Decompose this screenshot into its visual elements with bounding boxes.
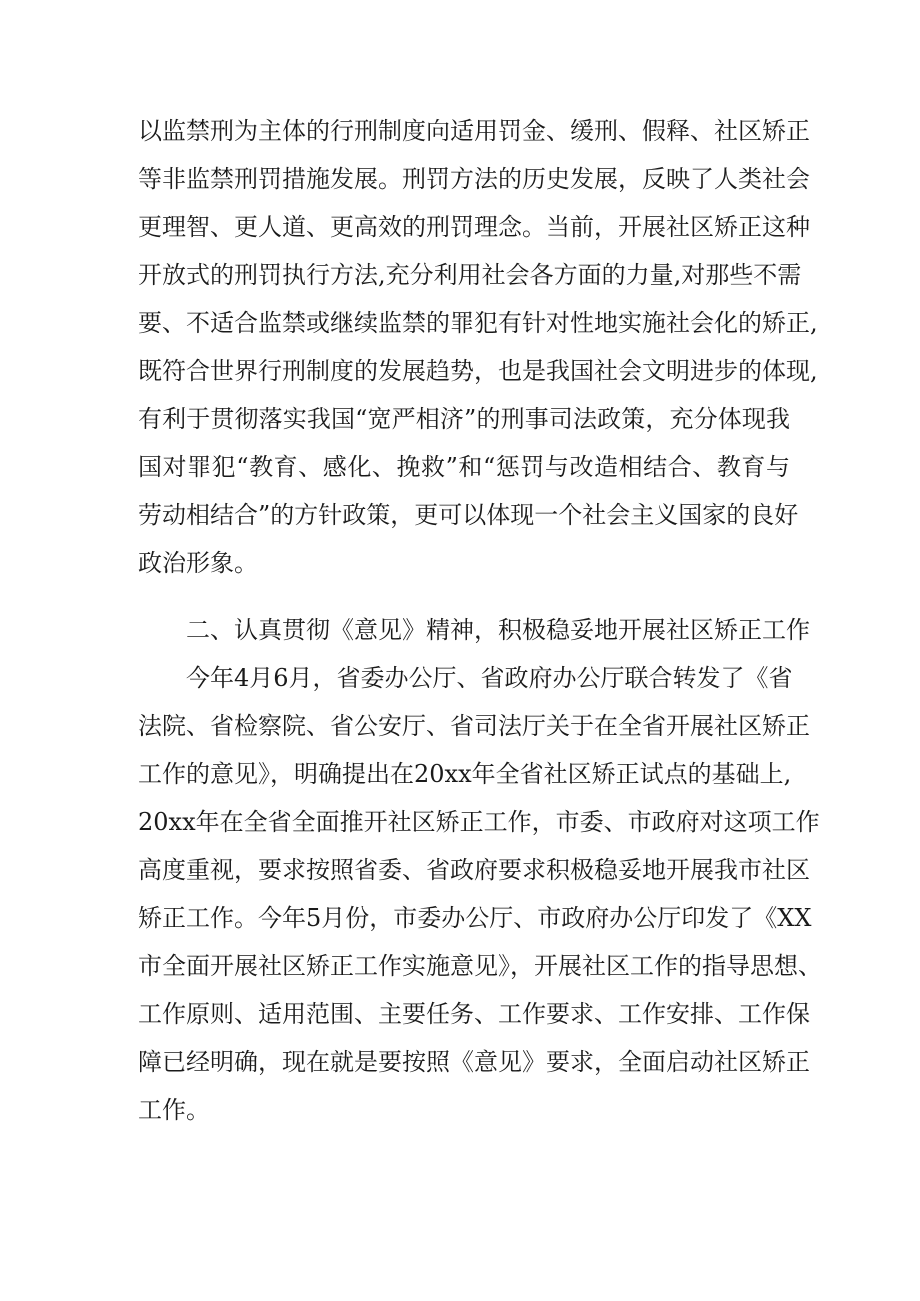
paragraph-line: 劳动相结合”的方针政策，更可以体现一个社会主义国家的良好: [138, 501, 799, 529]
paragraph-line: 政治形象。: [138, 549, 258, 577]
section-heading-text: 二、认真贯彻《意见》精神，积极稳妥地开展社区矫正工作: [186, 616, 810, 644]
paragraph-line: 有利于贯彻落实我国“宽严相济”的刑事司法政策，充分体现我: [138, 405, 790, 433]
paragraph-line: 既符合世界行刑制度的发展趋势，也是我国社会文明进步的体现,: [138, 357, 818, 385]
paragraph-line: 等非监禁刑罚措施发展。刑罚方法的历史发展，反映了人类社会: [138, 165, 810, 193]
paragraph-2: [138, 654, 822, 1134]
paragraph-line: 要、不适合监禁或继续监禁的罪犯有针对性地实施社会化的矫正,: [138, 309, 818, 337]
paragraph-line: 今年4月6月，省委办公厅、省政府办公厅联合转发了《省: [186, 664, 793, 692]
paragraph-line: 市全面开展社区矫正工作实施意见》，开展社区工作的指导思想、: [138, 952, 822, 980]
paragraph-1: [138, 107, 818, 587]
paragraph-line: 障已经明确，现在就是要按照《意见》要求，全面启动社区矫正: [138, 1048, 810, 1076]
paragraph-line: 工作。: [138, 1096, 210, 1124]
paragraph-line: 法院、省检察院、省公安厅、省司法厅关于在全省开展社区矫正: [138, 712, 810, 740]
paragraph-line: 以监禁刑为主体的行刑制度向适用罚金、缓刑、假释、社区矫正: [138, 117, 810, 145]
paragraph-line: 工作的意见》，明确提出在20xx年全省社区矫正试点的基础上,: [138, 760, 792, 788]
section-heading: [138, 606, 810, 654]
paragraph-line: 高度重视，要求按照省委、省政府要求积极稳妥地开展我市社区: [138, 856, 810, 884]
paragraph-line: 更理智、更人道、更高效的刑罚理念。当前，开展社区矫正这种: [138, 213, 810, 241]
paragraph-line: 国对罪犯“教育、感化、挽救”和“惩罚与改造相结合、教育与: [138, 453, 790, 481]
paragraph-line: 20xx年在全省全面推开社区矫正工作，市委、市政府对这项工作: [138, 808, 820, 836]
paragraph-line: 开放式的刑罚执行方法,充分利用社会各方面的力量,对那些不需: [138, 261, 802, 289]
paragraph-line: 矫正工作。今年5月份，市委办公厅、市政府办公厅印发了《XX: [138, 904, 812, 932]
paragraph-line: 工作原则、适用范围、主要任务、工作要求、工作安排、工作保: [138, 1000, 810, 1028]
